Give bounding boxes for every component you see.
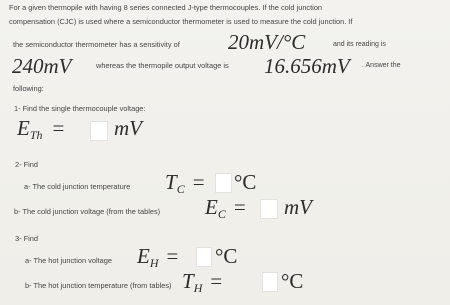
q3b-eq-sign: = [210, 269, 223, 293]
q2b-eq-sign: = [233, 195, 246, 219]
q3b-unit: °C [281, 269, 304, 293]
q3a-eq-subscript: H [149, 256, 159, 270]
q3a-eq-letter: E [137, 244, 150, 268]
problem-line-2: compensation (CJC) is used where a semiconductor thermometer is used to measure the cold junction. If [9, 17, 353, 26]
q3a-eq-sign: = [166, 244, 179, 268]
q2-title: 2- Find [15, 160, 39, 169]
q1-eq-sign: = [52, 116, 65, 140]
q1-title: 1- Find the single thermocouple voltage: [14, 104, 146, 113]
q1-eq-letter: E [17, 116, 30, 140]
q2b-eq-letter: E [205, 195, 218, 219]
problem-line-4-end: . Answer the [362, 62, 401, 69]
q1-unit: mV [114, 116, 142, 140]
q3b-eq-letter: T [182, 269, 194, 293]
q3b-eq-subscript: H [193, 281, 203, 295]
q2b-eq-subscript: C [217, 207, 226, 221]
q1-answer-input[interactable] [90, 121, 108, 141]
q1-eq-subscript: Th [29, 128, 43, 142]
q3a-answer-input[interactable] [196, 247, 212, 267]
q3b-equation [182, 270, 222, 293]
q2b-equation [205, 196, 246, 219]
q2a-answer-input[interactable] [215, 173, 232, 193]
q3a-unit: °C [215, 244, 238, 268]
output-voltage-value: 16.656mV [264, 54, 350, 78]
reading-value: 240mV [12, 54, 72, 78]
problem-line-3-end: and its reading is [333, 41, 386, 48]
q2a-eq-letter: T [165, 170, 177, 194]
problem-line-4-middle: whereas the thermopile output voltage is [96, 61, 229, 70]
q3a-label: a- The hot junction voltage [25, 256, 112, 265]
q2a-eq-subscript: C [176, 182, 185, 196]
q3b-answer-input[interactable] [262, 272, 278, 292]
q2a-unit: °C [234, 170, 257, 194]
problem-line-1: For a given thermopile with having 8 series connected J-type thermocouples. If the cold junction [9, 3, 323, 12]
q2a-equation [165, 171, 205, 194]
q2a-eq-sign: = [192, 170, 205, 194]
q3a-equation [137, 245, 178, 268]
q2b-label: b- The cold junction voltage (from the tables) [14, 207, 161, 216]
q1-equation [17, 117, 64, 140]
q2a-label: a- The cold junction temperature [24, 182, 131, 191]
sensitivity-value: 20mV/°C [228, 30, 306, 54]
q3b-label: b- The hot junction temperature (from tables) [25, 281, 172, 290]
problem-line-3-start: the semiconductor thermometer has a sensitivity of [13, 40, 180, 49]
q2b-answer-input[interactable] [260, 199, 278, 219]
problem-line-5: following: [13, 84, 44, 93]
q2b-unit: mV [284, 195, 312, 219]
q3-title: 3- Find [15, 234, 39, 243]
